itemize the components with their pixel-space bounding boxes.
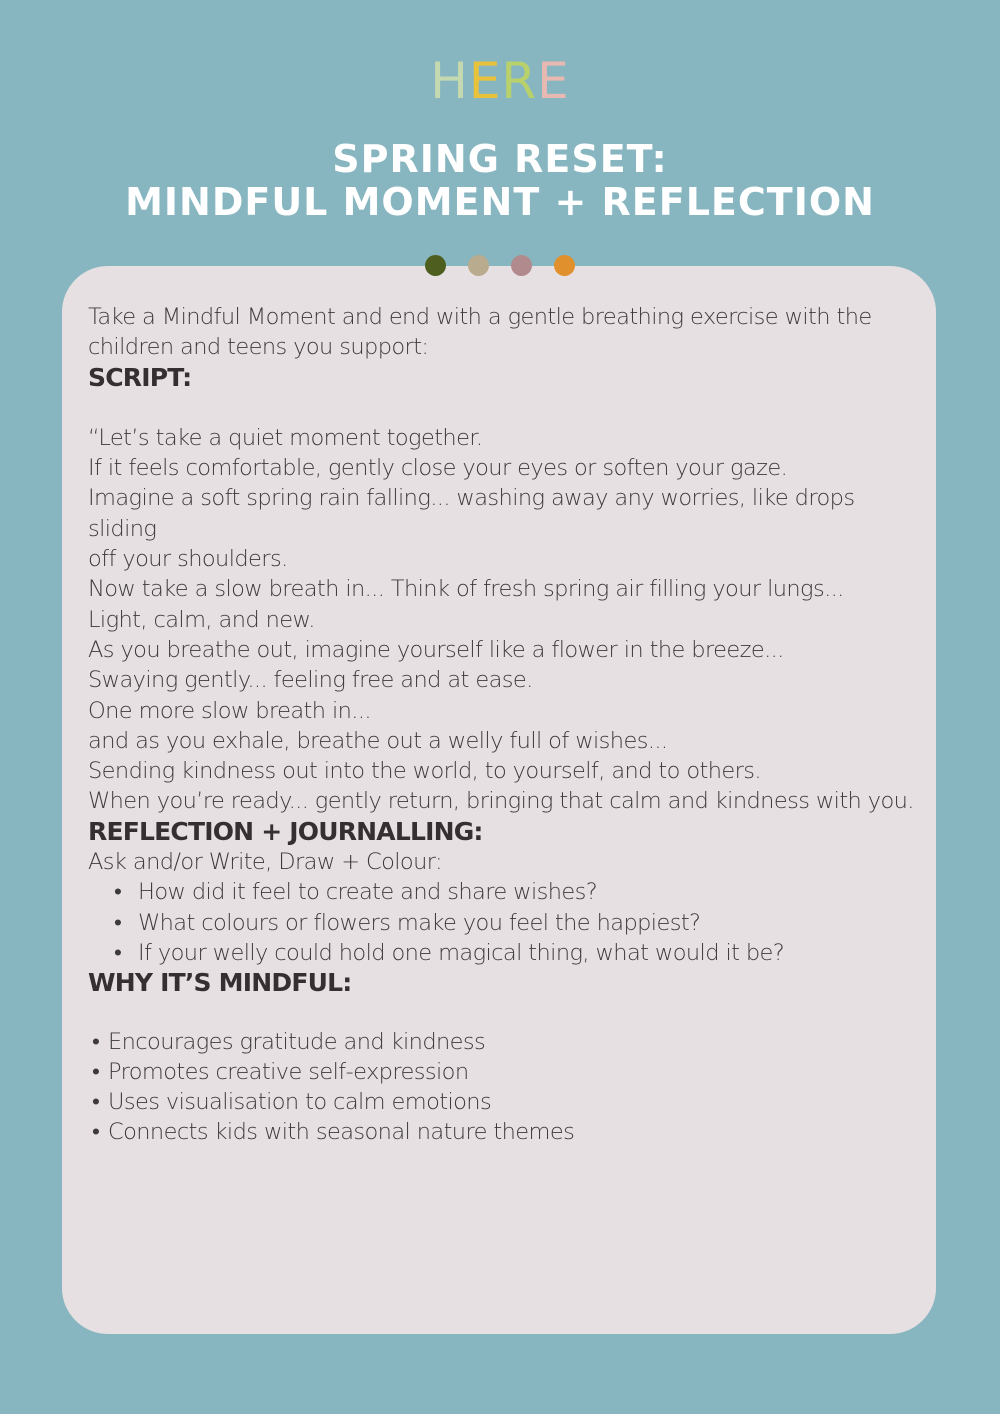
dot-orange xyxy=(554,255,575,276)
intro xyxy=(88,302,918,363)
script-line: When you’re ready... gently return, bringing that calm and kindness with you. xyxy=(88,788,914,815)
script-line: Imagine a soft spring rain falling... washing away any worries, like drops sliding xyxy=(88,485,855,542)
script-line: If it feels comfortable, gently close your eyes or soften your gaze. xyxy=(88,455,788,482)
logo-letter-e2: E xyxy=(537,52,570,110)
dot-mauve xyxy=(511,255,532,276)
title-line-1: SPRING RESET: xyxy=(332,137,668,181)
list-item: • What colours or flowers make you feel the happiest? xyxy=(138,908,918,938)
script-line: Now take a slow breath in... Think of fresh spring air filling your lungs... xyxy=(88,576,844,603)
logo-letter-e: E xyxy=(468,52,502,110)
decorative-dots xyxy=(0,255,1000,276)
script-line: and as you exhale, breathe out a welly full of wishes... xyxy=(88,727,668,754)
reflection-heading: REFLECTION + JOURNALLING: xyxy=(88,816,483,846)
dot-tan xyxy=(468,255,489,276)
reflection-questions xyxy=(88,877,918,968)
script-line: off your shoulders. xyxy=(88,546,288,573)
list-item: • Promotes creative self-expression xyxy=(108,1057,918,1087)
content-body xyxy=(88,302,918,1148)
intro-line: Take a Mindful Moment and end with a gentle breathing exercise with the xyxy=(88,304,872,330)
script-line: Swaying gently... feeling free and at ease. xyxy=(88,667,533,694)
intro-line: children and teens you support: xyxy=(88,334,429,361)
title-line-2: MINDFUL MOMENT + REFLECTION xyxy=(125,180,875,224)
script-heading: SCRIPT: xyxy=(88,362,192,392)
list-item: • Uses visualisation to calm emotions xyxy=(108,1087,918,1117)
page-title xyxy=(0,138,1000,224)
script-line: Sending kindness out into the world, to yourself, and to others. xyxy=(88,758,761,785)
list-item: • How did it feel to create and share wishes? xyxy=(138,877,918,907)
list-item: • Connects kids with seasonal nature themes xyxy=(108,1117,918,1147)
why-heading: WHY IT’S MINDFUL: xyxy=(88,968,352,998)
reflection-prompt: Ask and/or Write, Draw + Colour: xyxy=(88,849,442,876)
list-item: • If your welly could hold one magical thing, what would it be? xyxy=(138,938,918,968)
list-item: • Encourages gratitude and kindness xyxy=(108,1027,918,1057)
script-line: As you breathe out, imagine yourself like a flower in the breeze... xyxy=(88,636,784,663)
logo-letter-r: R xyxy=(501,52,538,110)
here-logo xyxy=(0,52,1000,110)
script-text xyxy=(88,423,918,817)
dot-olive xyxy=(425,255,446,276)
script-line: “Let’s take a quiet moment together. xyxy=(88,424,483,451)
script-line: One more slow breath in... xyxy=(88,697,371,724)
why-points xyxy=(88,1027,918,1148)
script-line: Light, calm, and new. xyxy=(88,606,315,633)
logo-letter-h: H xyxy=(430,52,469,110)
